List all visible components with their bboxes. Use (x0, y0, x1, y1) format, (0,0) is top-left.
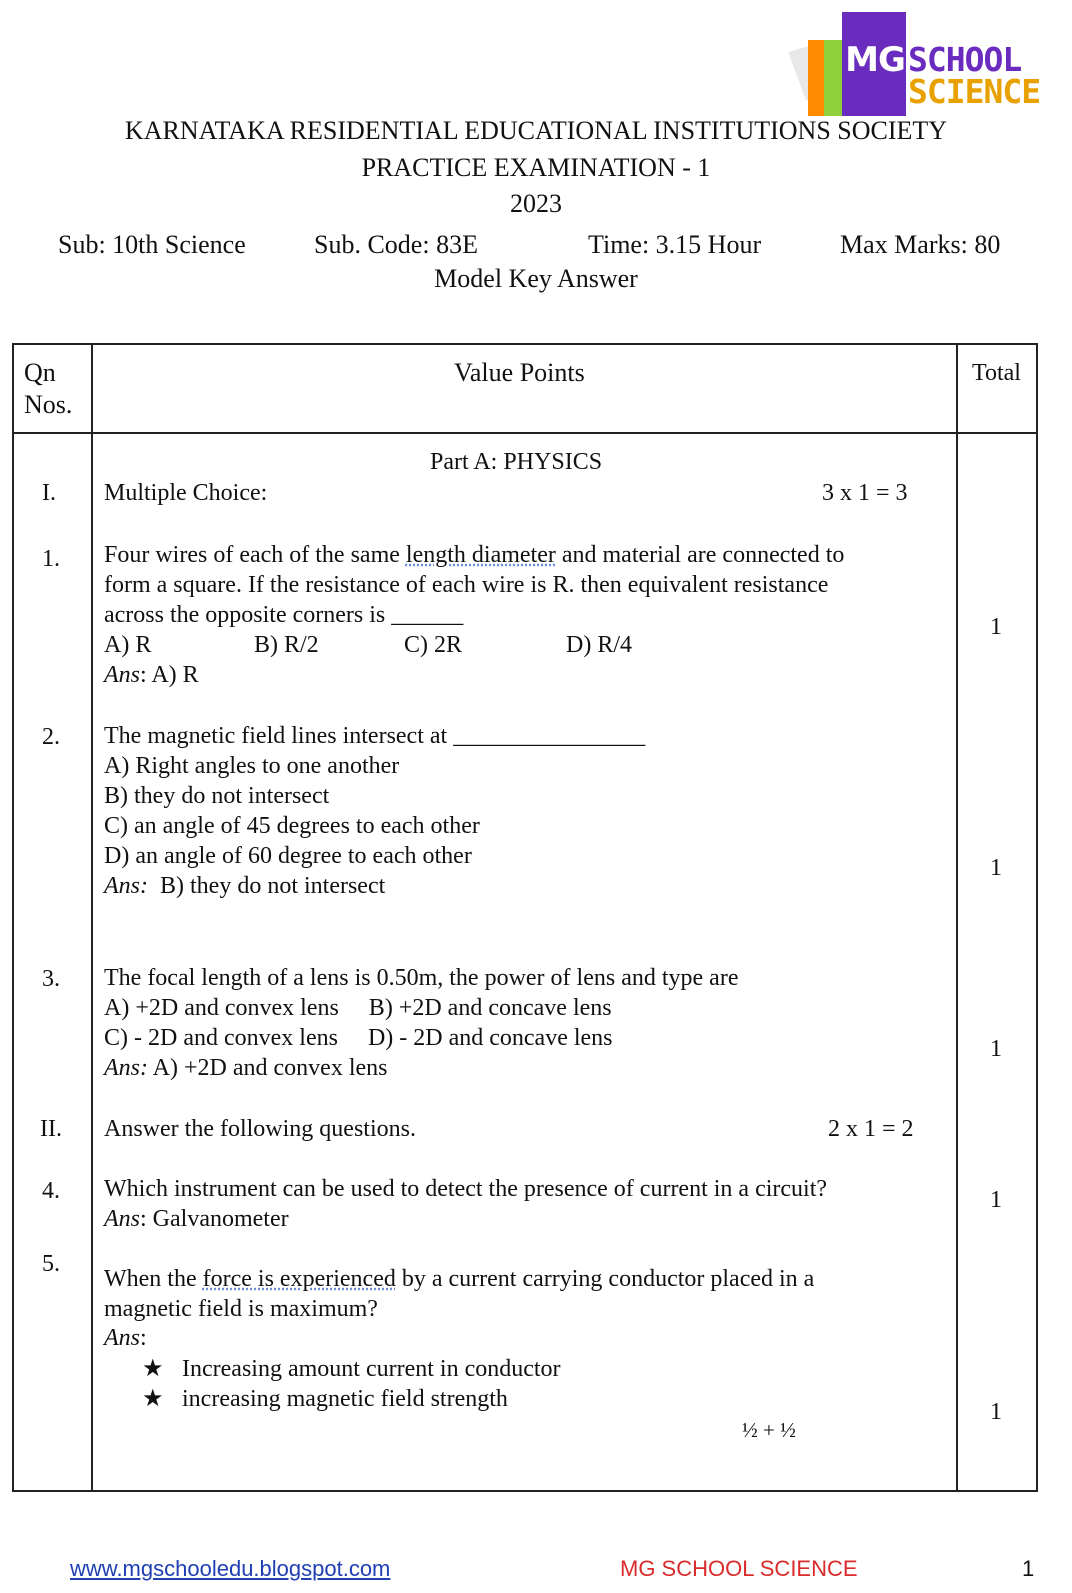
q4-number: 4. (42, 1178, 60, 1204)
logo-orange-bar (808, 40, 824, 116)
q5-bullet-2: increasing magnetic field strength (182, 1386, 508, 1412)
q2-total: 1 (990, 855, 1002, 881)
q3-line-3: C) - 2D and convex lens D) - 2D and concave lens (104, 1025, 613, 1051)
subject-label: Sub: 10th Science (58, 230, 246, 259)
logo-science-text: SCIENCE (908, 72, 1041, 111)
model-key-title: Model Key Answer (434, 264, 638, 293)
col-qn-label: Qn (24, 358, 56, 387)
q1-line-1: Four wires of each of the same length diameter and material are connected to (104, 542, 845, 568)
q4-answer: Ans: Galvanometer (104, 1206, 289, 1232)
table-header-divider (12, 432, 1038, 434)
star-bullet-icon: ★ (142, 1386, 164, 1412)
exam-time: Time: 3.15 Hour (588, 230, 762, 259)
section-1-number: I. (42, 480, 56, 506)
q1-option-a: A) R (104, 632, 152, 658)
q2-line-3: B) they do not intersect (104, 783, 330, 809)
section-2-number: II. (40, 1116, 62, 1142)
section-1-marks: 3 x 1 = 3 (822, 480, 908, 506)
q5-line-1: When the force is experienced by a current carrying conductor placed in a (104, 1266, 815, 1292)
q1-option-c: C) 2R (404, 632, 463, 658)
q1-line-2: form a square. If the resistance of each wire is R. then equivalent resistance (104, 572, 829, 598)
q5-answer: Ans: (104, 1325, 147, 1351)
q3-total: 1 (990, 1036, 1002, 1062)
table-divider-left (91, 343, 93, 1492)
q1-answer: Ans: A) R (104, 662, 199, 688)
section-1-label: Multiple Choice: (104, 480, 268, 506)
q5-total: 1 (990, 1399, 1002, 1425)
q2-line-2: A) Right angles to one another (104, 753, 400, 779)
col-qn-label-2: Nos. (24, 390, 73, 419)
q4-total: 1 (990, 1187, 1002, 1213)
q1-option-d: D) R/4 (566, 632, 632, 658)
q4-line-1: Which instrument can be used to detect the presence of current in a circuit? (104, 1176, 828, 1202)
col-value-label: Value Points (454, 358, 585, 387)
q2-number: 2. (42, 724, 60, 750)
mg-school-science-logo (786, 12, 1048, 111)
logo-mg-text: MG (845, 40, 905, 80)
q2-line-5: D) an angle of 60 degree to each other (104, 843, 472, 869)
exam-title: PRACTICE EXAMINATION - 1 (361, 153, 711, 182)
q2-line-4: C) an angle of 45 degrees to each other (104, 813, 480, 839)
q3-line-1: The focal length of a lens is 0.50m, the power of lens and type are (104, 965, 739, 991)
q1-option-b: B) R/2 (254, 632, 319, 658)
section-2-label: Answer the following questions. (104, 1116, 416, 1142)
exam-year: 2023 (510, 189, 562, 218)
q5-mark-split: ½ + ½ (742, 1418, 796, 1442)
star-bullet-icon: ★ (142, 1356, 164, 1382)
logo-green-bar (824, 40, 842, 116)
section-2-marks: 2 x 1 = 2 (828, 1116, 914, 1142)
subject-code: Sub. Code: 83E (314, 230, 478, 259)
q5-number: 5. (42, 1251, 60, 1277)
q3-answer: Ans: A) +2D and convex lens (104, 1055, 388, 1081)
footer-website-link[interactable]: www.mgschooledu.blogspot.com (70, 1556, 391, 1581)
part-a-heading: Part A: PHYSICS (430, 449, 603, 475)
footer-brand: MG SCHOOL SCIENCE (620, 1556, 858, 1581)
q5-bullet-1: Increasing amount current in conductor (182, 1356, 561, 1382)
max-marks: Max Marks: 80 (840, 230, 1001, 259)
q1-number: 1. (42, 546, 60, 572)
q1-line-3: across the opposite corners is ______ (104, 602, 464, 628)
q3-line-2: A) +2D and convex lens B) +2D and concave lens (104, 995, 612, 1021)
q1-total: 1 (990, 614, 1002, 640)
q2-line-1: The magnetic field lines intersect at ________________ (104, 723, 646, 749)
logo-school-text: SCHOOL (908, 40, 1022, 79)
org-title: KARNATAKA RESIDENTIAL EDUCATIONAL INSTITUTIONS SOCIETY (124, 116, 948, 145)
page-number: 1 (1022, 1556, 1035, 1581)
q3-number: 3. (42, 966, 60, 992)
q2-answer: Ans: B) they do not intersect (104, 873, 386, 899)
col-total-label: Total (972, 360, 1021, 386)
q5-line-2: magnetic field is maximum? (104, 1296, 378, 1322)
table-divider-right (956, 343, 958, 1492)
